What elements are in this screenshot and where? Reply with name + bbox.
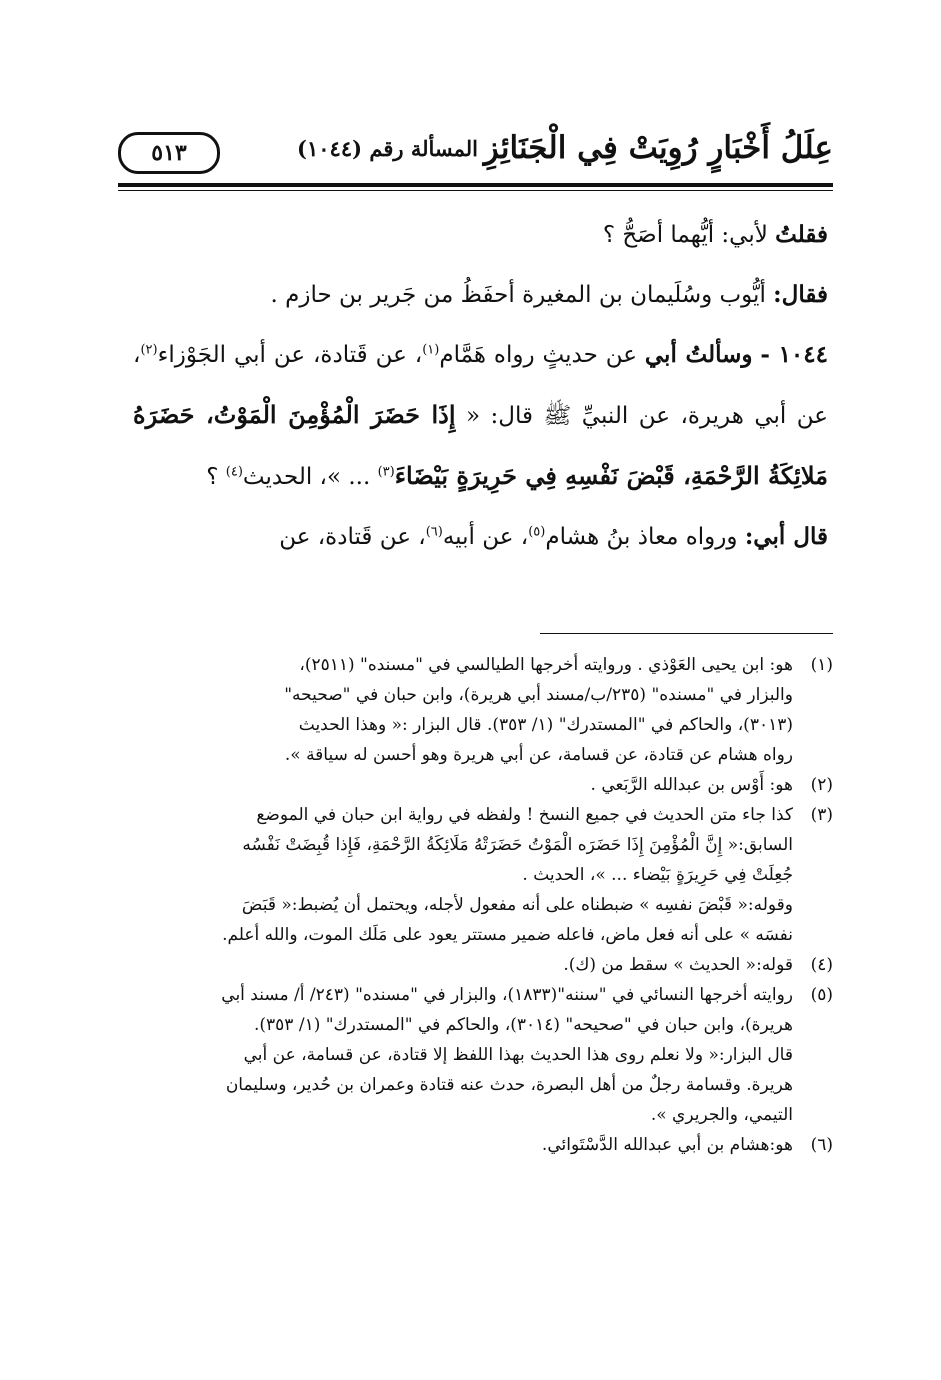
footnote-line: هو: ابن يحيى العَوْذي . وروايته أخرجها الطيالسي في "مسنده" (٢٥١١)، [299,655,793,675]
footnote [108,650,833,770]
running-title: عِلَلُ أَخْبَارٍ رُوِيَتْ فِي الْجَنَائِزِ [483,130,833,166]
footnote [108,1130,833,1160]
question-number: المسألة رقم (١٠٤٤) [297,136,478,161]
footnote-line: التيمي، والجريري ». [650,1105,793,1125]
hadith-text: إِذَا حَضَرَ الْمُؤْمِنَ الْمَوْتُ، حَضَرَهُ مَلائِكَةُ الرَّحْمَةِ، قَبْضَ نَفْسِهِ فِي حَرِيرَةٍ بَيْضَاءَ [133,400,828,490]
main-text [133,205,828,567]
text-run: ، عن قَتادة، عن [279,524,426,550]
footnote-ref[interactable]: (١) [422,342,440,358]
footnote-line: رواه هشام عن قتادة، عن قسامة، عن أبي هريرة وهو أحسن له سياقة ». [284,745,793,765]
paragraph-text: أيُّوب وسُلَيمان بن المغيرة أحفَظُ من جَرير بن حازم . [270,282,766,308]
footnote-line: نفسَه » على أنه فعل ماض، فاعله ضمير مستتر يعود على مَلَك الموت، والله أعلم. [222,925,793,945]
text-run: ، عن قَتادة، عن أبي الجَوْزاء [157,342,423,368]
issue-opening: وسألتُ أبي [644,341,753,368]
footnote-ref[interactable]: (٥) [528,524,546,540]
footnote-line: وقوله:« قَبْضَ نفسِه » ضبطناه على أنه مفعول لأجله، ويحتمل أن يُضبط:« قَبَضَ [241,895,793,915]
footnotes [108,650,833,1160]
header-rule-thick [118,183,833,187]
footnote-line: هو:هشام بن أبي عبدالله الدَّسْتَوائي. [541,1135,793,1155]
footnote [108,800,833,950]
page-header [118,128,833,178]
footnote-text [108,650,793,770]
footnote [108,980,833,1130]
speaker: فقلتُ [775,221,828,248]
header-rule-thin [118,190,833,191]
issue-number: ١٠٤٤ - [760,341,828,368]
footnote-line: (٣٠١٣)، والحاكم في "المستدرك" (١/ ٣٥٣). قال البزار :« وهذا الحديث [298,715,793,735]
paragraph-question [133,205,828,265]
footnote-line: روايته أخرجها النسائي في "سننه"(١٨٣٣)، والبزار في "مسنده" (٢٤٣/ أ/ مسند أبي [221,985,793,1005]
footnote-number: (٤) [810,955,833,975]
speaker: فقال: [773,281,828,308]
footnote [108,950,833,980]
footnote-number: (١) [810,655,833,675]
footnote-ref[interactable]: (٦) [425,524,443,540]
footnote-text [108,950,793,980]
footnote-number: (٦) [810,1135,833,1155]
footnote-text [108,800,793,950]
footnote-text [108,980,793,1130]
footnote-separator [540,633,833,634]
text-run: ... »، الحديث [242,464,371,490]
footnote-ref[interactable]: (٢) [140,342,158,358]
footnote-line: هريرة. وقسامة رجلٌ من أهل البصرة، حدث عنه قتادة وعمران بن حُدير، وسليمان [225,1075,793,1095]
page-number: ٥١٣ [118,132,220,174]
footnote-line: والبزار في "مسنده" (٢٣٥/ب/مسند أبي هريرة)، وابن حبان في "صحيحه" [284,685,793,705]
footnote-line: جُعِلَتْ فِي حَرِيرَةٍ بَيْضاء ... »، الحديث . [522,865,793,885]
footnote-line: هريرة)، وابن حبان في "صحيحه" (٣٠١٤)، والحاكم في "المستدرك" (١/ ٣٥٣). [253,1015,793,1035]
footnote-line: قال البزار:« ولا نعلم روى هذا الحديث بهذا اللفظ إلا قتادة، عن قسامة، عن أبي [243,1045,793,1065]
footnote [108,770,833,800]
text-run: ، عن أبي هريرة، عن النبيِّ ﷺ قال: « [133,342,829,429]
footnote-line: قوله:« الحديث » سقط من (ك). [563,955,793,975]
paragraph-text: لأبي: أيُّهما أصَحُّ ؟ [602,222,768,248]
paragraph-issue-1044 [133,325,828,507]
text-run: ورواه معاذ بنُ هشام [545,524,738,550]
paragraph-answer [133,265,828,325]
footnote-ref[interactable]: (٤) [225,464,243,480]
text-run: ، عن أبيه [442,524,529,550]
paragraph-father-said [133,507,828,567]
footnote-line: كذا جاء متن الحديث في جميع النسخ ! ولفظه في رواية ابن حبان في الموضع [256,805,793,825]
footnote-number: (٣) [810,805,833,825]
footnote-text [108,1130,793,1160]
footnote-text [108,770,793,800]
footnote-number: (٢) [810,775,833,795]
text-run: عن حديثٍ رواه هَمَّام [439,342,637,368]
speaker: قال أبي: [744,523,828,550]
text-run: ؟ [206,464,226,490]
footnote-number: (٥) [810,985,833,1005]
footnote-line: هو: أَوْس بن عبدالله الرَّبَعي . [590,775,793,795]
footnote-line: السابق:« إِنَّ الْمُؤْمِنَ إِذَا حَضَرَه الْمَوْتُ حَضَرَتْهُ مَلَائِكَةُ الرَّحْمَةِ، فَإِذا قُبِضَتْ نَفْسُه [242,835,793,855]
footnote-ref[interactable]: (٣) [377,464,395,480]
